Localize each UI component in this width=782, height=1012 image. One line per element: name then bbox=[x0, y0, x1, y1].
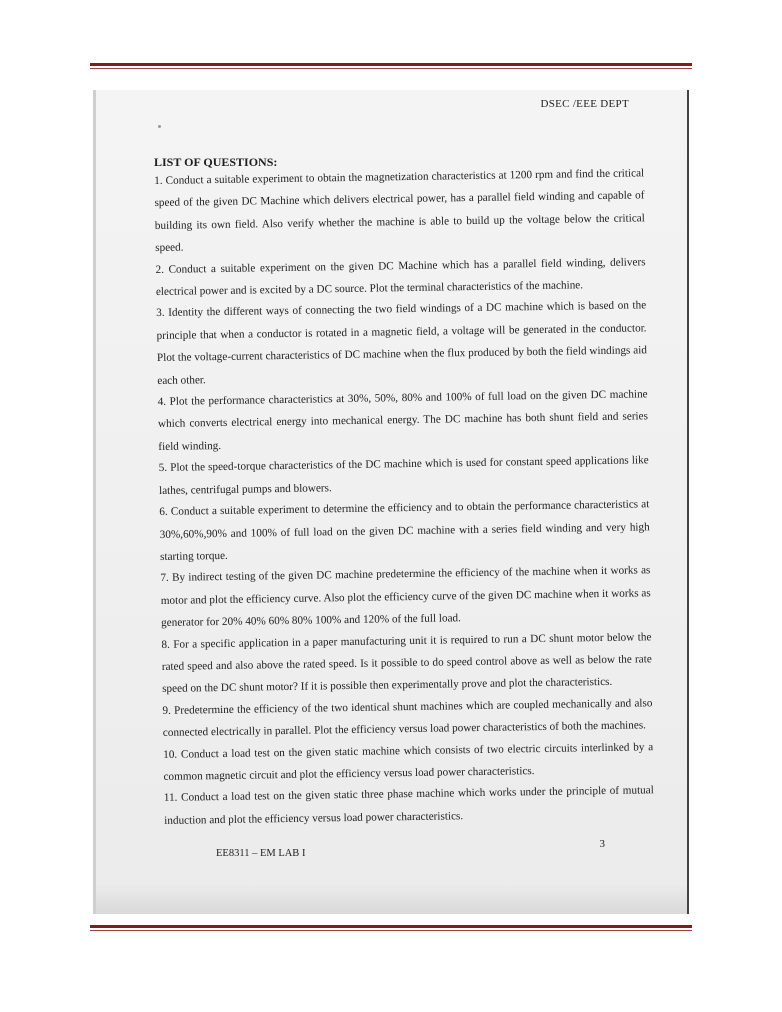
question-item: 5. Plot the speed-torque characteristics of the DC machine which is used for constant speed applications like lathes, centrifugal pumps and blowers. bbox=[158, 454, 649, 497]
department-header: DSEC /EEE DEPT bbox=[540, 98, 629, 110]
course-code: EE8311 – EM LAB I bbox=[216, 848, 306, 859]
question-item: 1. Conduct a suitable experiment to obtain the magnetization characteristics at 1200 rpm and find the critical speed of the given DC Machine which delivers electrical power, has a parallel field winding and capable of building its own field. Also verify whether the machine is able to build up the voltage below the critical speed. bbox=[154, 167, 645, 255]
top-rule bbox=[90, 63, 692, 66]
bottom-rule-thin bbox=[90, 930, 692, 931]
question-item: 6. Conduct a suitable experiment to determine the efficiency and to obtain the performance characteristics at 30%,60%,90% and 100% of full load on the given DC machine with a series field winding and very high starting torque. bbox=[159, 498, 650, 563]
question-item: 3. Identity the different ways of connecting the two field windings of a DC machine which is based on the principle that when a conductor is rotated in a magnetic field, a voltage will be generated in the conductor. Plot the voltage-current characteristics of DC machine when the flux produced by both the field windings aid each other. bbox=[156, 299, 647, 387]
question-item: 11. Conduct a load test on the given static three phase machine which works under the principle of mutual induction and plot the efficiency versus load power characteristics. bbox=[163, 784, 654, 827]
list-heading: LIST OF QUESTIONS: bbox=[154, 155, 278, 169]
question-list bbox=[154, 162, 654, 831]
question-item: 9. Predetermine the efficiency of the two identical shunt machines which are coupled mechanically and also connected electrically in parallel. Plot the efficiency versus load power characteristics of both the machines. bbox=[162, 696, 653, 740]
question-item: 8. For a specific application in a paper manufacturing unit it is required to run a DC shunt motor below the rated speed and also above the rated speed. Is it possible to do speed control above as well as below the rate speed on the DC shunt motor? If it is possible then experimentally prove and plot the characteristics. bbox=[161, 630, 652, 696]
scan-speck bbox=[158, 125, 161, 128]
question-item: 7. By indirect testing of the given DC machine predetermine the efficiency of the machine when it works as motor and plot the efficiency curve. Also plot the efficiency curve of the given DC machine when it works as generator for 20% 40% 60% 80% 100% and 120% of the full load. bbox=[160, 564, 651, 630]
page-number: 3 bbox=[599, 838, 605, 850]
bottom-rule bbox=[90, 925, 692, 928]
scanned-page bbox=[93, 90, 689, 914]
question-item: 4. Plot the performance characteristics at 30%, 50%, 80% and 100% of full load on the given DC machine which converts electrical energy into mechanical energy. The DC machine has both shunt field and series field winding. bbox=[157, 388, 649, 453]
question-item: 2. Conduct a suitable experiment on the given DC Machine which has a parallel field winding, delivers electrical power and is excited by a DC source. Plot the terminal characteristics of the machine. bbox=[155, 255, 646, 299]
top-rule-thin bbox=[90, 68, 692, 69]
question-item: 10. Conduct a load test on the given static machine which consists of two electric circuits interlinked by a common magnetic circuit and plot the efficiency versus load power characteristics. bbox=[163, 740, 654, 783]
